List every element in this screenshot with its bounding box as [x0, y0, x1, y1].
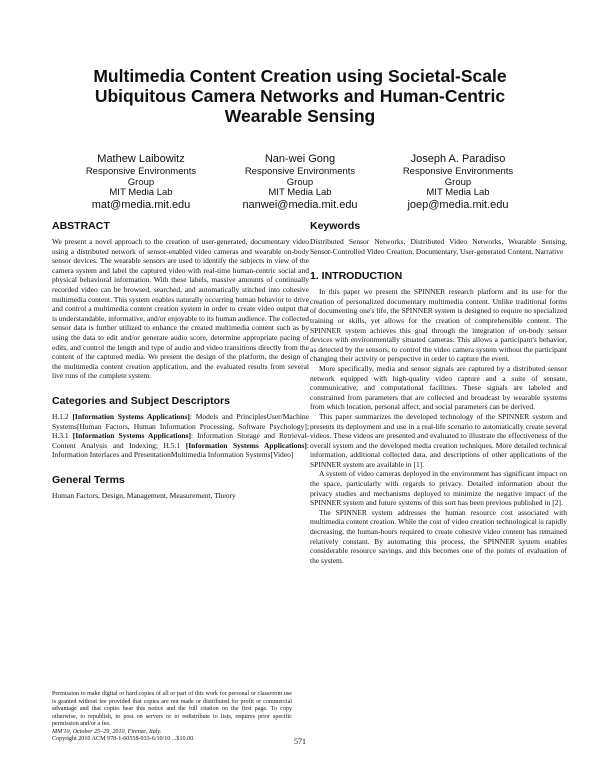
abstract-heading: ABSTRACT [52, 220, 110, 232]
right-column [310, 220, 567, 565]
permission-block [52, 691, 292, 744]
categories-part: : Information Storage and Retrieval-Content Analysis and Indexing; H.5.1 [52, 431, 309, 450]
author-email[interactable]: mat@media.mit.edu [91, 198, 191, 211]
categories-part: [Information Systems Applications] [185, 440, 307, 450]
left-column [52, 220, 309, 500]
paper-title: Multimedia Content Creation using Societal-Scale Ubiquitous Camera Networks and Human-Centric Wearable Sensing [93, 66, 507, 126]
author-name: Joseph A. Paradiso [410, 153, 506, 165]
categories-part: [Information Systems Applications] [72, 431, 191, 441]
keywords-heading: Keywords [310, 220, 361, 232]
keywords-text: Distributed Sensor Networks, Distributed Video Networks, Wearable Sensing, Sensor-Controlled Video Creation, Documentary, User-generated Content, Narrative [310, 237, 567, 256]
general-terms-heading: General Terms [52, 473, 125, 486]
author-affiliation: Group [286, 176, 314, 188]
author-email[interactable]: nanwei@media.mit.edu [242, 198, 358, 211]
intro-paragraph: This paper summarizes the developed technology of the SPINNER system and presents its deployment and use in a real-life scenario to automatically create several videos. These videos are presented and evaluated to illustrate the effectiveness of the overall system and the developed media creation techniques. More detailed technical information, additional collected data, and descriptions of other applications of the SPINNER system are available in [1]. [310, 411, 567, 469]
permission-text: Permission to make digital or hard copies of all or part of this work for personal or classroom use is granted without fee provided that copies are not made or distributed for profit or commercial advantage and that copies bear this notice and the full citation on the first page. To copy otherwise, to republish, to post on servers or to redistribute to lists, requires prior specific permission and/or a fee. [52, 691, 292, 727]
author-affiliation: Responsive Environments [244, 166, 356, 177]
general-terms-text: Human Factors, Design, Management, Measurement, Theory [52, 490, 236, 500]
categories-part: : Information Interfaces and PresentationMultimedia Information Systems[Video] [52, 440, 309, 460]
copyright-info: Copyright 2010 ACM 978-1-60558-933-6/10/10 ...$10.00. [52, 736, 195, 742]
author-affiliation: Group [127, 176, 155, 188]
author-affiliation: MIT Media Lab [268, 187, 332, 198]
intro-paragraph: A system of video cameras deployed in the environment has significant impact on the space, particularly with regards to privacy. Detailed information about the privacy studies and mechanisms deployed to minimize the negative impact of the SPINNER system and future systems of this sort has been previous published in [2]. [310, 469, 567, 508]
categories-text [52, 412, 309, 460]
author-affiliation: MIT Media Lab [109, 187, 173, 198]
author-block [373, 153, 543, 212]
author-name: Mathew Laibowitz [97, 153, 185, 165]
author-name: Nan-wei Gong [264, 153, 336, 165]
author-affiliation: MIT Media Lab [426, 187, 490, 198]
categories-part: [Information Systems Applications] [72, 411, 190, 421]
intro-paragraph: The SPINNER system addresses the human resource cost associated with multimedia content creation. While the cost of video creation technological is rapidly decreasing, the human-hours required to create cohesive video content has remained relatively constant. By automating this process, the SPINNER system enables considerable resource savings, and this becomes one of the points of evaluation of the system. [310, 507, 567, 565]
categories-heading: Categories and Subject Descriptors [52, 394, 230, 407]
author-affiliation: Group [444, 176, 472, 188]
intro-paragraph: In this paper we present the SPINNER research platform and its use for the creation of personalized documentary multimedia content. Unlike traditional forms of documenting one's life, the SPINNER system is designed to require no specialized training or skills, yet allows for the creation of comprehensible content. The SPINNER system achieves this goal through the integration of on-body sensor devices with environmentally situated cameras. This allows a participant's behavior, as detected by the sensors, to control the video camera system without the participant changing their activity or perspective in order to capture the event. [310, 287, 567, 364]
page-number: 571 [294, 737, 306, 746]
author-block [215, 153, 385, 212]
abstract-text: We present a novel approach to the creation of user-generated, documentary video using a distributed network of sensor-enabled video cameras and wearable on-body sensor devices. The wearable sensors are used to identify the subjects in view of the camera system and label the captured video with real-time human-centric social and physical behavioral information. With these labels, massive amounts of continually recorded video can be browsed, searched, and automatically stitched into cohesive multimedia content. This system enables naturally occurring human behavior to drive and control a multimedia content creation system in order to create video output that is understandable, informative, and/or enjoyable to its human audience. The collected sensor data is further utilized to enhance the created multimedia content such as by using the data to edit and/or generate audio score, determine appropriate pacing of edits, and control the length and type of audio and video transitions directly from the content of the captured media. We present the design of the platform, the design of the multimedia content creation application, and the evaluated results from several live runs of the complete system. [52, 237, 309, 381]
author-block [56, 153, 226, 212]
conference-info: MM'10, October 25–29, 2010, Firenze, Italy. [52, 728, 162, 735]
author-affiliation: Responsive Environments [402, 166, 514, 177]
intro-paragraph: More specifically, media and sensor signals are captured by a distributed sensor network equipped with high-quality video capture and a suite of sensate, communicative, and computational facilities. These signals are labeled and constrained from parameters that are collected and broadcast by wearable systems from which location, personal affect, and social parameters can be derived. [310, 363, 567, 412]
author-affiliation: Responsive Environments [85, 166, 197, 177]
categories-part: : Models and PrinciplesUser/Machine Systems[Human Factors, Human Information Processing, Software Psychology]; H.3.1 [52, 411, 309, 441]
author-email[interactable]: joep@media.mit.edu [407, 198, 509, 211]
categories-part: H.1.2 [52, 411, 73, 421]
introduction-heading: 1. INTRODUCTION [310, 270, 403, 283]
